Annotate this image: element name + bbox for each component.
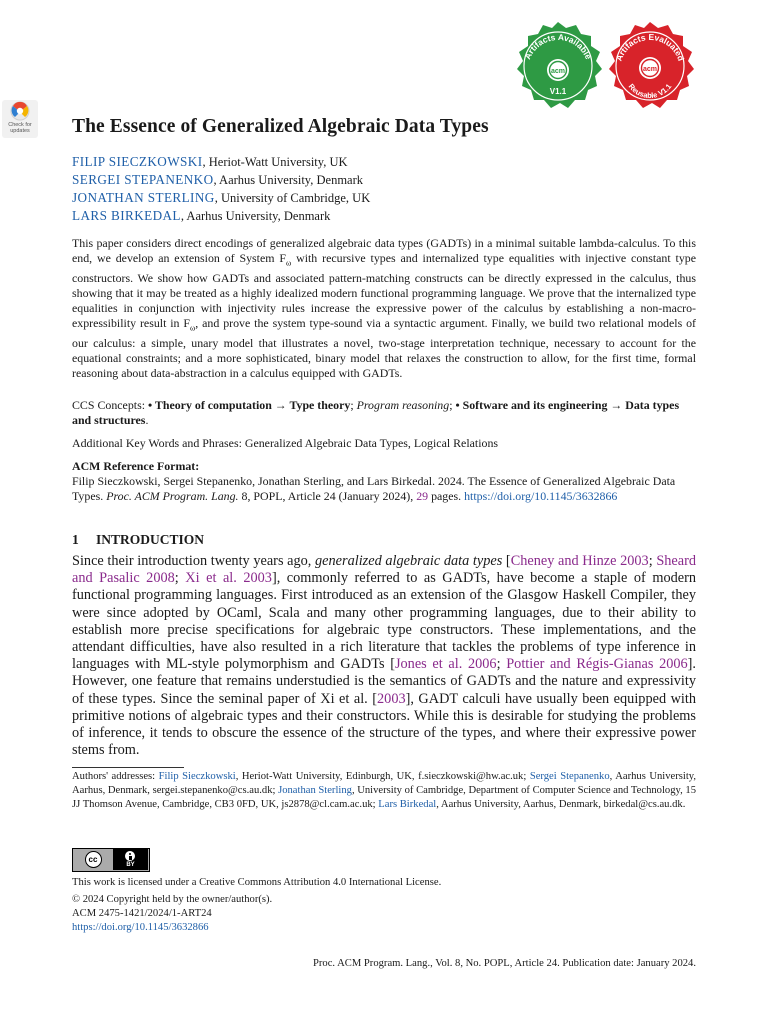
footnote-text: , Aarhus University, Aarhus, Denmark, sergei.stepanenko@cs.au.dk; <box>72 771 697 797</box>
cc-logo-area <box>73 849 113 870</box>
reference-venue: Proc. ACM Program. Lang. <box>106 489 239 504</box>
ccs-label: CCS Concepts: <box>72 398 148 412</box>
crossmark-icon <box>2 100 38 122</box>
doi-link[interactable]: https://doi.org/10.1145/3632866 <box>464 489 618 504</box>
page-count-link[interactable]: 29 <box>416 489 429 504</box>
authors-addresses <box>72 770 696 813</box>
abstract <box>72 236 696 382</box>
author-line <box>72 190 370 206</box>
check-updates-line1: Check for <box>8 122 32 128</box>
citation-link[interactable]: Sheard and Pasalic 2008 <box>72 553 697 587</box>
intro-text: [ <box>502 553 511 569</box>
citation-link[interactable]: Xi et al. 2003 <box>185 570 272 587</box>
cc-icon-text: cc <box>88 855 98 864</box>
author-link[interactable]: Jonathan Sterling <box>278 785 352 797</box>
omega-subscript: ω <box>285 258 292 268</box>
citation-link[interactable]: Cheney and Hinze 2003 <box>510 553 649 569</box>
paper-title: The Essence of Generalized Algebraic Data Types <box>72 116 489 137</box>
check-updates-line2: updates <box>10 128 30 134</box>
ccs-concepts <box>72 398 696 428</box>
ccs-concept: • Software and its engineering → Data types and structures <box>72 398 680 428</box>
check-for-updates-badge[interactable] <box>2 100 38 138</box>
badge1-text: Artifacts Available <box>522 31 594 61</box>
author-affiliation: , University of Cambridge, UK <box>214 191 371 205</box>
author-name[interactable]: SERGEI STEPANENKO <box>72 172 214 187</box>
ccs-separator: ; <box>449 398 456 412</box>
author-affiliation: , Aarhus University, Denmark <box>180 209 331 223</box>
author-line <box>72 172 363 188</box>
citation-link[interactable]: 2003 <box>377 690 406 707</box>
reference-format <box>72 474 696 504</box>
cc-icon <box>85 851 102 868</box>
footnote-text: , Aarhus University, Aarhus, Denmark, birkedal@cs.au.dk. <box>436 799 686 811</box>
author-line <box>72 208 330 224</box>
badge2-version: Reusable V1.1 <box>626 81 674 101</box>
doi-footer-link[interactable]: https://doi.org/10.1145/3632866 <box>72 922 209 933</box>
intro-text: ; <box>174 570 186 587</box>
author-line <box>72 154 348 170</box>
keywords: Additional Key Words and Phrases: Generalized Algebraic Data Types, Logical Relations <box>72 436 499 450</box>
badge1-version: V1.1 <box>549 87 567 96</box>
intro-emphasis: generalized algebraic data types <box>315 553 503 569</box>
intro-text: ; <box>648 553 657 569</box>
abstract-part: This paper considers direct encodings of generalized algebraic data types (GADTs) in a minimal suitable lambda-calculus. To this end, we develop an extension of System F <box>72 236 696 266</box>
author-affiliation: , Heriot-Watt University, UK <box>202 155 348 169</box>
footnote-rule <box>72 767 184 768</box>
ccs-concept: Program reasoning <box>356 398 450 412</box>
omega-subscript: ω <box>190 323 196 333</box>
author-name[interactable]: JONATHAN STERLING <box>72 190 215 205</box>
author-name[interactable]: LARS BIRKEDAL <box>72 208 181 223</box>
ccs-separator: ; <box>350 398 357 412</box>
footnote-text: , University of Cambridge, Department of Computer Science and Technology, 15 JJ Thomson Avenue, Cambridge, CB3 0FD, UK, js2878@cl.cam.ac.uk; <box>72 785 696 811</box>
ccs-end: . <box>145 413 149 428</box>
author-link[interactable]: Lars Birkedal <box>378 799 437 811</box>
section-title: INTRODUCTION <box>96 532 205 547</box>
author-affiliation: , Aarhus University, Denmark <box>213 173 364 187</box>
badge1-logo: acm <box>550 68 566 75</box>
intro-text: Since their introduction twenty years ago, <box>72 553 316 569</box>
section-heading <box>72 532 204 548</box>
reference-heading-text: ACM Reference Format: <box>72 459 200 473</box>
citation-link[interactable]: Pottier and Régis-Gianas 2006 <box>506 656 688 673</box>
by-area <box>113 849 148 870</box>
author-name[interactable]: FILIP SIECZKOWSKI <box>72 154 203 169</box>
author-link[interactable]: Sergei Stepanenko <box>529 771 610 782</box>
running-footer: Proc. ACM Program. Lang., Vol. 8, No. POPL, Article 24. Publication date: January 2024. <box>312 958 696 969</box>
abstract-part: , and prove the system type-sound via a syntactic argument. Finally, we build two relational models of our calculus: a simple, unary model that illustrates a novel, two-stage interpretation technique, necessary to account for the equational constraints; and a more sophisticated, binary model that relaxes the construction to allow, for the first time, formal reasoning about data-abstraction in a calculus equipped with GADTs. <box>72 316 696 381</box>
author-link[interactable]: Filip Sieczkowski <box>158 771 236 782</box>
reference-text: 8, POPL, Article 24 (January 2024), <box>238 489 417 504</box>
footnote-text: , Heriot-Watt University, Edinburgh, UK, f.sieczkowski@hw.ac.uk; <box>235 771 530 782</box>
intro-text: ], GADT calculi have usually been equipped with primitive notions of algebraic types and their constructors. While this is desirable for studying the problems of inference, it tends to obscure the essence of the structure of the types, and where their expressive power stems from. <box>72 690 696 759</box>
badge2-text: Artifacts Evaluated <box>613 31 687 63</box>
section-number: 1 <box>72 532 79 547</box>
intro-text: ; <box>496 656 507 673</box>
citation-link[interactable]: Jones et al. 2006 <box>394 656 497 673</box>
intro-text: ], commonly referred to as GADTs, have become a staple of modern functional programming languages. First introduced as an extension of the Glasgow Haskell Compiler, they were since adopted by OCaml, Scala and many other programming languages, due to their ability to establish more precise specifications for algebraic type constructors. These implementations, and the attendant difficulties, have also resulted in a rich literature that tackles the problems of type inference in languages with ML-style polymorphism and GADTs [ <box>72 570 696 673</box>
reference-text: Filip Sieczkowski, Sergei Stepanenko, Jonathan Sterling, and Lars Birkedal. 2024. The Essence of Generalized Algebraic Data Types. <box>72 474 676 504</box>
footnote-text: Authors' addresses: <box>72 771 159 782</box>
cc-by-license-badge[interactable] <box>72 848 150 872</box>
introduction-paragraph <box>72 553 696 759</box>
copyright-line: © 2024 Copyright held by the owner/author(s). <box>72 894 273 905</box>
reference-text: pages. <box>428 489 465 504</box>
abstract-part: with recursive types and internalized type equalities with injective constant type constructors. We show how GADTs and associated pattern-matching constructs can be directly expressed in the calculus, thus showing that it may be treated as a highly idealized modern functional programming language. We prove that the internalized type equalities in conjunction with injectivity rules increase the expressive power of the calculus by establishing a non-macro-expressibility result in F <box>72 251 696 331</box>
issn-line: ACM 2475-1421/2024/1-ART24 <box>72 908 212 919</box>
artifacts-available-badge <box>512 20 604 112</box>
reference-heading <box>72 459 696 474</box>
ccs-concept: • Theory of computation → Type theory <box>147 398 351 412</box>
badge2-logo: acm <box>642 66 658 73</box>
intro-text: ]. However, one feature that remains understudied is the semantics of GADTs and the nature and expressivity of these types. Since the seminal paper of Xi et al. [ <box>72 656 697 707</box>
artifacts-evaluated-badge <box>604 20 696 112</box>
license-statement: This work is licensed under a Creative Commons Attribution 4.0 International License. <box>72 877 442 888</box>
attribution-person-icon <box>124 850 136 862</box>
by-label: BY <box>126 862 135 868</box>
